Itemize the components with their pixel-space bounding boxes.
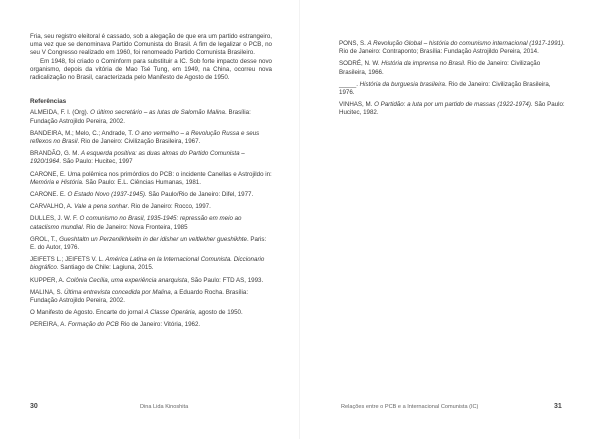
- reference-author: JEIFETS L.; JEIFETS V. L.: [30, 256, 106, 264]
- reference-title: América Latina en la Internacional Comunista. Diccionario biográfico: [30, 256, 265, 272]
- reference-publication: . Rio de Janeiro: Rocco, 1997.: [127, 203, 211, 211]
- left-text-column: [30, 33, 272, 334]
- reference-entry: [30, 109, 272, 125]
- reference-publication: . Rio de Janeiro: Civilização Brasileira, 1976.: [339, 80, 551, 97]
- reference-publication: Rio de Janeiro: Vitória, 1962.: [118, 321, 201, 329]
- reference-title: A esquerda positiva: as duas almas do Partido Comunista –1920/1964: [30, 150, 245, 166]
- reference-publication: , agosto de 1950.: [194, 309, 243, 317]
- reference-author: _____.: [339, 80, 360, 88]
- reference-author: ALMEIDA, F. I. (Org).: [30, 109, 91, 117]
- reference-entry: [339, 101, 565, 117]
- reference-entry: [339, 40, 565, 56]
- reference-author: CARONE, E. Uma polêmica nos primórdios do PCB: o incidente Canellas e Astrojildo in:: [30, 170, 272, 178]
- reference-entry: [30, 277, 272, 285]
- reference-title: História da burguesia brasileira: [359, 80, 445, 88]
- reference-title: Colônia Cecília, uma experiência anarquista: [66, 276, 188, 284]
- reference-entry: [30, 150, 272, 166]
- reference-publication: , a Eduardo Rocha. Brasília: Fundação Astrojildo Pereira, 2002.: [30, 288, 249, 305]
- reference-entry: [339, 81, 565, 97]
- reference-entry: [30, 215, 272, 231]
- references-heading: Referências: [30, 98, 67, 106]
- reference-author: GROL, T.,: [30, 235, 60, 243]
- running-author: Dina Lida Kinoshita: [140, 404, 189, 410]
- reference-entry: [339, 60, 565, 76]
- reference-author: KUPPER, A.: [30, 276, 67, 284]
- reference-title: O Estado Novo (1937-1945): [67, 191, 145, 199]
- reference-author: DULLES, J. W. F.: [30, 215, 80, 223]
- reference-title: Memória e História: [30, 178, 82, 186]
- running-title: Relações entre o PCB e a Internacional Comunista (IC): [341, 404, 479, 410]
- right-text-column: [339, 40, 565, 122]
- reference-author: BANDEIRA, M.; Melo, C.; Andrade, T.: [30, 129, 135, 137]
- page-number: 30: [30, 403, 38, 410]
- reference-publication: . Brasília: Fundação Astrojildo Pereira, 2002.: [30, 109, 251, 125]
- reference-title: O comunismo no Brasil, 1935-1945: repressão em meio ao cataclismo mundial: [30, 215, 242, 231]
- reference-publication: . São Paulo: Hucitec, 1997: [59, 158, 133, 166]
- reference-publication: . São Paulo/Rio de Janeiro: Difel, 1977.: [144, 191, 254, 199]
- reference-author: CARONE. E.: [30, 191, 68, 199]
- reference-publication: , São Paulo: FTD AS, 1993.: [187, 276, 264, 284]
- reference-publication: . São Paulo: E.L. Ciências Humanas, 1981.: [81, 178, 201, 186]
- reference-title: O último secretário – as lutas de Salomão Malina: [90, 109, 225, 117]
- reference-title: O ano vermelho – a Revolução Russa e seus reflexos no Brasil: [30, 129, 260, 146]
- reference-author: SODRÉ, N. W.: [339, 60, 382, 68]
- reference-title: Gueshtaltn un Perzenlikhkeitn in der idisher un veltlekher gueshikhte: [59, 235, 247, 243]
- reference-author: PONS, S.: [339, 40, 368, 47]
- reference-title: Formação do PCB: [67, 321, 119, 329]
- reference-publication: . Paris: E. do Autor, 1976.: [30, 235, 267, 252]
- paragraph: Em 1948, foi criado o Cominform para substituir a IC. Sob forte impacto desse novo organismo, depois da vitória de Mao Tsé Tung, em 1949, na China, ocorreu nova radicalização no Brasil, caracterizada pelo Manifesto de Agosto de 1950.: [30, 57, 272, 82]
- reference-author: VINHAS, M.: [339, 101, 375, 109]
- body-paragraphs: [30, 33, 272, 82]
- reference-entry: [30, 130, 272, 146]
- reference-publication: . Rio de Janeiro: Contraponto; Brasília: Fundação Astrojildo Pereira, 2014.: [339, 40, 565, 56]
- reference-title: Última entrevista concedida por Malina: [64, 288, 171, 296]
- right-page: [300, 0, 600, 439]
- reference-author: CARVALHO, A.: [30, 203, 75, 211]
- reference-entry: [30, 256, 272, 272]
- reference-title: A Revolução Global – história do comunismo internacional (1917-1991): [367, 40, 564, 47]
- reference-author: BRANDÃO, G. M.: [30, 150, 81, 158]
- paragraph: Fria, seu registro eleitoral é cassado, sob a alegação de que era um partido estrangeiro, uma vez que se denominava Partido Comunista do Brasil. A fim de legalizar o PCB, no seu V Congresso realizado em 1960, foi renomeado Partido Comunista Brasileiro.: [30, 33, 272, 57]
- page-number: 31: [554, 403, 562, 410]
- reference-author: MALINA, S.: [30, 288, 65, 296]
- reference-entry: [30, 321, 272, 329]
- reference-publication: . São Paulo: Hucitec, 1982.: [339, 101, 565, 117]
- reference-entry: [30, 191, 272, 199]
- reference-author: O Manifesto de Agosto. Encarte do jornal: [30, 309, 145, 317]
- reference-publication: . Santiago de Chile: Lagiuna, 2015.: [56, 264, 154, 272]
- reference-entry: [30, 289, 272, 305]
- reference-title: Vale a pena sonhar: [74, 203, 128, 211]
- reference-entry: [30, 203, 272, 211]
- reference-author: PEREIRA, A.: [30, 321, 68, 329]
- reference-publication: . Rio de Janeiro: Nova Fronteira, 1985: [82, 223, 188, 231]
- reference-entry: [30, 236, 272, 252]
- references-list: [30, 109, 272, 329]
- reference-entry: [30, 309, 272, 317]
- reference-publication: . Rio de Janeiro: Civilização Brasileira, 1967.: [77, 138, 201, 146]
- reference-title: O Partidão: a luta por um partido de massas (1922-1974): [374, 101, 531, 109]
- reference-entry: [30, 171, 272, 187]
- reference-title: História da imprensa no Brasil: [381, 60, 464, 68]
- reference-publication: . Rio de Janeiro: Civilização Brasileira, 1966.: [339, 60, 541, 76]
- references-list: [339, 40, 565, 118]
- reference-title: A Classe Operária: [144, 309, 195, 317]
